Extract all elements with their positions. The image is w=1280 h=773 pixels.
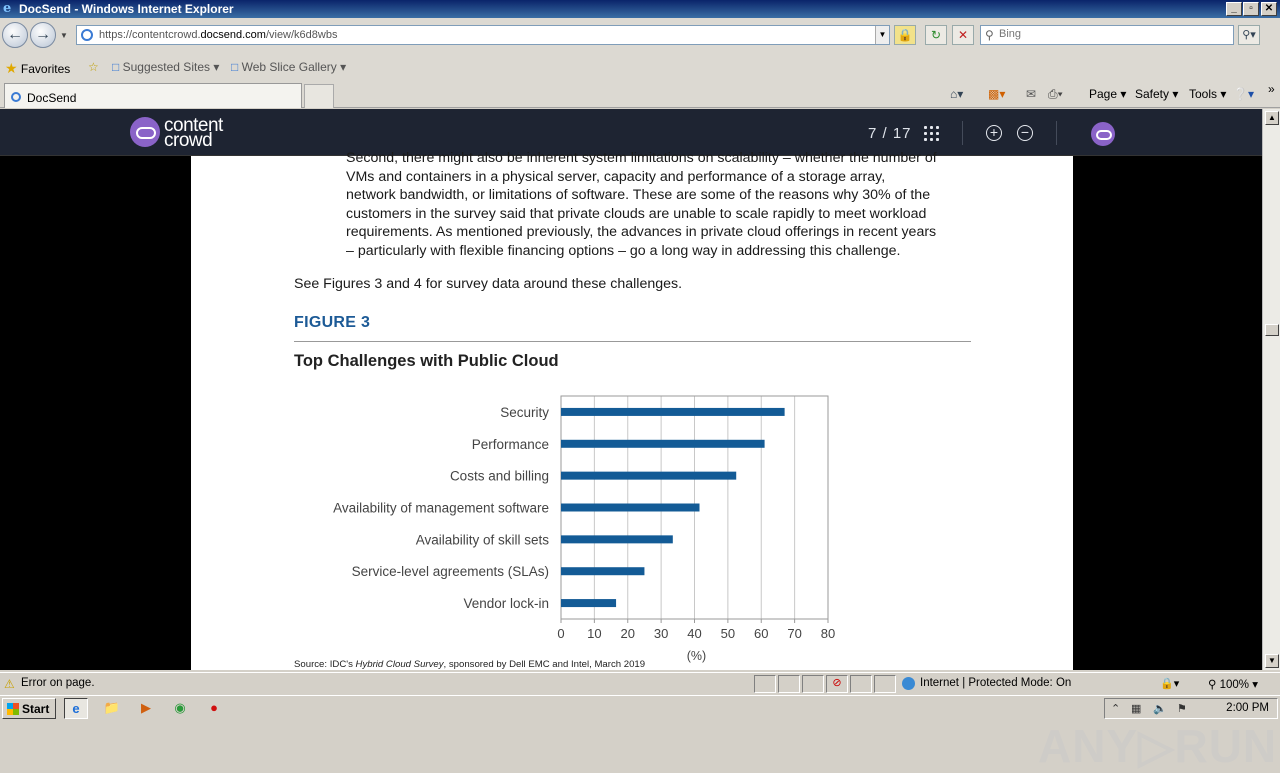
start-button[interactable]: Start [2,698,56,719]
maximize-button[interactable]: ▫ [1243,2,1259,16]
tray-network-icon[interactable]: ▦ [1131,703,1142,715]
stop-icon[interactable]: ✕ [952,25,974,45]
zoom-in-icon[interactable]: + [986,125,1002,141]
refresh-icon[interactable]: ↻ [925,25,947,45]
ie-page-icon: □ [231,60,239,74]
zoom-level[interactable]: ⚲ 100% ▾ [1208,679,1259,691]
system-tray [1104,698,1278,719]
thumbnails-grid-icon[interactable] [924,126,940,142]
url-text[interactable]: https://contentcrowd.docsend.com/view/k6d8wbs [99,29,338,41]
mail-icon[interactable]: ✉ [1026,87,1037,101]
scroll-down-icon[interactable]: ▼ [1265,654,1279,668]
figure-label: FIGURE 3 [294,314,371,331]
tick-label: 40 [687,626,702,641]
back-button[interactable]: ← [2,22,28,48]
category-label: Security [500,404,549,420]
favorites-button[interactable]: ★ Favorites [5,60,71,76]
add-favorites-icon[interactable]: ☆ [88,60,99,74]
logo-mark-icon [130,117,160,147]
tray-flag-icon[interactable]: ⚑ [1177,703,1187,715]
tick-label: 10 [587,626,602,641]
tab-docsend[interactable] [4,83,302,108]
category-label: Performance [471,436,549,452]
toolbar-divider [962,121,963,145]
address-dropdown-icon[interactable]: ▼ [875,26,889,44]
internet-zone-icon [902,677,915,690]
new-tab-button[interactable] [304,84,334,108]
home-icon[interactable]: ⌂▾ [950,87,964,101]
tick-label: 50 [720,626,736,641]
taskbar-chrome-icon[interactable]: ◉ [174,700,186,715]
address-toolbar [0,18,1280,54]
popup-blocker-icon[interactable]: ⊘ [826,675,848,693]
page-menu[interactable]: Page ▾ [1089,87,1127,101]
category-label: Service-level agreements (SLAs) [351,564,549,580]
bar [561,599,616,607]
tick-label: 80 [820,626,836,641]
ie-logo-icon: e [3,1,12,16]
favorites-bar [0,54,1280,80]
tick-label: 20 [620,626,635,641]
tools-menu[interactable]: Tools ▾ [1189,87,1227,101]
security-zone[interactable]: Internet | Protected Mode: On [920,677,1072,689]
bar [561,567,644,575]
tick-label: 30 [653,626,669,641]
help-icon[interactable]: ❔▾ [1233,87,1254,101]
figure-rule [294,341,971,342]
page-indicator: 7 / 17 [868,125,912,142]
status-pane [874,675,896,693]
category-label: Costs and billing [449,468,549,484]
brand-menu-button[interactable] [1091,122,1115,146]
body-paragraph: Second, there might also be inherent system limitations on scalability – whether the number of VMs and containers in a physical server, capacity and performance of a storage array, network bandwidth, or limitations of software. These are some of the reasons why 30% of the customers in the survey said that private clouds are unable to scale rapidly to meet workload requirements. As mentioned previously, the advances in private cloud offerings in recent years – particularly with flexible financing options – go a long way in addressing this challenge. [346,150,937,259]
tick-label: 0 [557,626,565,641]
status-pane [802,675,824,693]
bar [561,504,700,512]
figures-reference: See Figures 3 and 4 for survey data around these challenges. [294,276,683,292]
scroll-thumb[interactable] [1265,324,1279,336]
vertical-scrollbar[interactable] [1262,109,1280,670]
search-icon: ⚲ [985,28,994,42]
suggested-sites-link[interactable]: □ Suggested Sites ▾ [112,60,220,74]
favorites-star-icon: ★ [5,60,18,76]
bar [561,408,785,416]
site-favicon-icon [81,29,93,41]
bar [561,440,765,448]
lock-icon[interactable]: 🔒 [894,25,916,45]
taskbar-media-icon[interactable]: ▶ [141,700,151,715]
web-slice-gallery-link[interactable]: □ Web Slice Gallery ▾ [231,60,347,74]
clock[interactable]: 2:00 PM [1226,702,1269,714]
warning-icon[interactable]: ⚠ [4,677,15,691]
history-dropdown-icon[interactable]: ▼ [60,31,68,40]
challenges-bar-chart [291,384,851,663]
category-label: Availability of skill sets [415,532,549,548]
tab-label: DocSend [27,91,77,105]
status-pane [778,675,800,693]
anyrun-watermark: ANY▷RUN [1038,720,1278,772]
tab-bar [0,80,1280,108]
tray-volume-icon[interactable]: 🔈 [1153,703,1167,715]
status-pane [850,675,872,693]
figure-source: Source: IDC's Hybrid Cloud Survey, sponsored by Dell EMC and Intel, March 2019 [294,659,646,670]
address-bar[interactable] [76,25,890,45]
tray-expand-icon[interactable]: ⌃ [1111,703,1121,715]
forward-button[interactable]: → [30,22,56,48]
search-input[interactable] [999,28,1219,40]
x-axis-label: (%) [686,649,707,663]
document-page [191,150,1073,670]
figure-title: Top Challenges with Public Cloud [294,352,559,370]
taskbar-explorer-icon[interactable]: 📁 [103,700,121,715]
safety-menu[interactable]: Safety ▾ [1135,87,1179,101]
close-window-button[interactable]: ✕ [1261,2,1277,16]
tick-label: 70 [787,626,802,641]
search-go-button[interactable]: ⚲▾ [1238,25,1260,45]
feeds-icon[interactable]: ▩▾ [988,87,1006,101]
category-label: Vendor lock-in [463,596,549,612]
taskbar [0,695,1280,720]
docsend-viewer-toolbar: content crowd 7 / 17 + − [0,109,1262,156]
protected-mode-icon[interactable]: 🔒▾ [1160,678,1180,690]
windows-logo-icon [7,703,19,715]
bar [561,472,736,480]
tick-label: 60 [754,626,769,641]
taskbar-alert-icon[interactable]: ● [210,700,218,715]
bar [561,535,673,543]
print-icon[interactable]: ⎙▾ [1048,87,1063,101]
ie-page-icon: □ [112,60,120,74]
window-title-bar [0,0,1280,18]
zoom-out-icon[interactable]: − [1017,125,1033,141]
tab-favicon-icon [11,92,21,102]
category-label: Availability of management software [333,500,549,516]
status-pane [754,675,776,693]
taskbar-ie-icon[interactable]: e [64,698,88,719]
more-chevron-icon[interactable]: » [1268,82,1275,96]
minimize-button[interactable]: _ [1226,2,1242,16]
status-message[interactable]: Error on page. [21,677,95,689]
status-bar [0,672,1280,694]
window-title: DocSend - Windows Internet Explorer [19,2,234,16]
search-box[interactable] [980,25,1234,45]
toolbar-divider [1056,121,1057,145]
scroll-up-icon[interactable]: ▲ [1265,111,1279,125]
